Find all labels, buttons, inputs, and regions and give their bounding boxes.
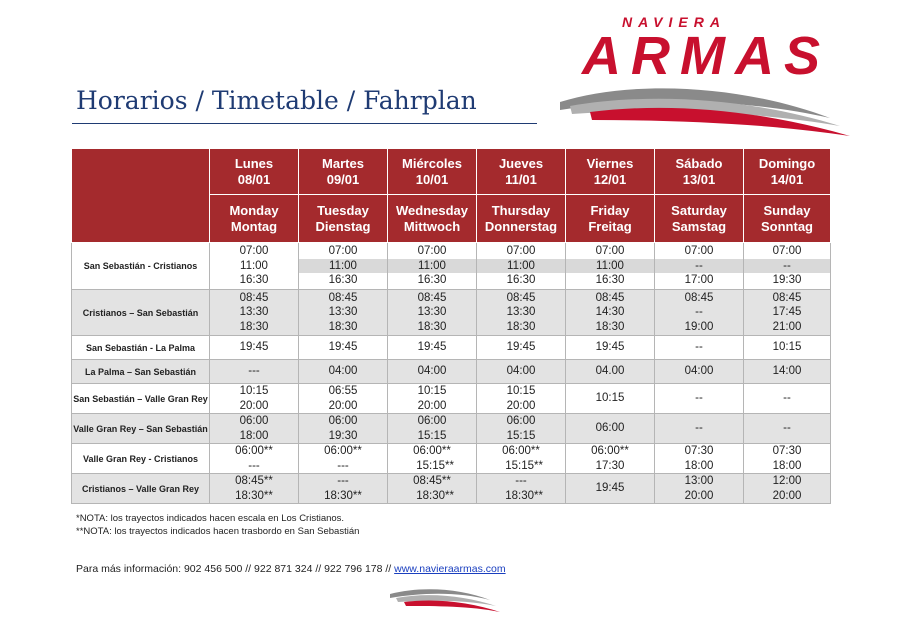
departure-time: 14:00: [772, 365, 802, 378]
departure-cell: [299, 414, 388, 444]
departure-time: 07:30: [684, 445, 714, 457]
departure-time: 20:00: [417, 399, 447, 412]
departure-cell: [477, 290, 566, 336]
route-name: Valle Gran Rey - Cristianos: [72, 444, 210, 474]
table-row: [72, 290, 831, 336]
departure-cell: [655, 444, 744, 474]
departure-time: 18:30: [328, 320, 358, 333]
departure-time: 11:00: [477, 259, 565, 274]
departure-cell: [566, 290, 655, 336]
departure-time: --: [695, 306, 703, 319]
departure-time: 06:00: [417, 415, 447, 427]
departure-time: 06:00**: [324, 445, 362, 457]
departure-time: 19:45: [239, 341, 269, 354]
notes: [76, 512, 359, 538]
day-name-en: Wednesday: [395, 202, 468, 218]
website-link[interactable]: www.navieraarmas.com: [394, 563, 506, 575]
departure-time: 17:00: [684, 274, 714, 287]
departure-cell: [477, 360, 566, 384]
departure-cell: [744, 384, 831, 414]
day-date: 09/01: [326, 171, 360, 187]
departure-cell: [655, 414, 744, 444]
departure-cell: [210, 474, 299, 504]
departure-cell: [388, 384, 477, 414]
departure-cell: [388, 290, 477, 336]
departure-cell: [388, 336, 477, 360]
departure-time: 13:30: [239, 306, 269, 319]
departure-time: --: [695, 392, 703, 405]
departure-cell: [477, 474, 566, 504]
departure-cell: [566, 414, 655, 444]
departure-time: 11:00: [566, 259, 654, 274]
departure-time: 06:00: [595, 422, 625, 435]
departure-time: 04:00: [684, 365, 714, 378]
departure-time: 18:30**: [235, 489, 273, 502]
day-name-es: Jueves: [498, 155, 544, 171]
departure-cell: [210, 414, 299, 444]
departure-time: 06:00**: [235, 445, 273, 457]
header-day-en-de: [210, 195, 299, 243]
departure-time: 15:15: [417, 429, 447, 442]
departure-time: 19:45: [595, 482, 625, 495]
departure-time: 08:45: [772, 291, 802, 304]
departure-time: 16:30: [506, 274, 536, 287]
day-name-en: Monday: [229, 202, 279, 218]
departure-time: 13:30: [328, 306, 358, 319]
departure-time: 08:45: [328, 291, 358, 304]
contact-phones: Para más información: 902 456 500 // 922 871 324 // 922 796 178 //: [76, 563, 395, 575]
day-name-es: Viernes: [586, 155, 634, 171]
day-name-en: Sunday: [763, 202, 811, 218]
table-row: [72, 444, 831, 474]
departure-time: 20:00: [239, 399, 269, 412]
header-day-es: [477, 149, 566, 195]
departure-cell: [388, 243, 477, 290]
departure-time: 18:30: [595, 320, 625, 333]
departure-time: --: [783, 392, 791, 405]
departure-time: 08:45: [595, 291, 625, 304]
departure-time: 07:30: [772, 445, 802, 457]
departure-time: 04:00: [328, 365, 358, 378]
departure-cell: [299, 384, 388, 414]
departure-time: 10:15: [595, 392, 625, 405]
departure-cell: [744, 414, 831, 444]
table-row: [72, 360, 831, 384]
departure-time: 16:30: [595, 274, 625, 287]
departure-cell: [655, 384, 744, 414]
day-date: 10/01: [415, 171, 449, 187]
day-date: 08/01: [237, 171, 271, 187]
departure-time: ---: [248, 459, 260, 472]
departure-cell: [388, 474, 477, 504]
header-day-es: [566, 149, 655, 195]
departure-cell: [477, 384, 566, 414]
departure-time: --: [783, 422, 791, 435]
header-day-en-de: [477, 195, 566, 243]
note-transfer: **NOTA: los trayectos indicados hacen trasbordo en San Sebastián: [76, 526, 360, 537]
departure-time: 18:30: [239, 320, 269, 333]
header-day-es: [210, 149, 299, 195]
departure-cell: [477, 243, 566, 290]
departure-time: 07:00: [772, 245, 802, 258]
departure-time: 18:00: [239, 429, 269, 442]
table-row: [72, 384, 831, 414]
departure-cell: [566, 444, 655, 474]
day-date: 14/01: [770, 171, 804, 187]
departure-time: 15:15**: [416, 459, 454, 472]
departure-cell: [566, 384, 655, 414]
departure-cell: [744, 444, 831, 474]
header-day-en-de: [299, 195, 388, 243]
departure-time: 19:45: [417, 341, 447, 354]
departure-cell: [210, 336, 299, 360]
departure-time: 12:00: [772, 475, 802, 487]
departure-time: 15:15: [506, 429, 536, 442]
header-day-es: [388, 149, 477, 195]
header-day-en-de: [744, 195, 831, 243]
header-day-en-de: [388, 195, 477, 243]
departure-time: 19:30: [772, 274, 802, 287]
day-name-es: Martes: [322, 155, 364, 171]
departure-time: 13:30: [506, 306, 536, 319]
day-name-de: Sonntag: [761, 218, 813, 234]
departure-time: 17:30: [595, 459, 625, 472]
departure-time: 20:00: [328, 399, 358, 412]
departure-time: 18:30: [506, 320, 536, 333]
day-date: 13/01: [682, 171, 716, 187]
logo-swoosh-icon: [560, 80, 860, 140]
departure-time: --: [695, 422, 703, 435]
departure-cell: [655, 290, 744, 336]
departure-time: 06:00: [328, 415, 358, 427]
departure-time: 04.00: [595, 365, 625, 378]
departure-time: 07:00: [595, 245, 625, 258]
departure-cell: [566, 474, 655, 504]
departure-cell: [299, 360, 388, 384]
departure-time: 10:15: [417, 385, 447, 397]
departure-cell: [655, 360, 744, 384]
departure-time: 18:00: [772, 459, 802, 472]
departure-time: 18:30**: [416, 489, 454, 502]
departure-time: 07:00: [239, 245, 269, 258]
departure-time: ---: [248, 365, 260, 378]
departure-time: 14:30: [595, 306, 625, 319]
departure-time: --: [695, 341, 703, 354]
departure-time: 06:00: [506, 415, 536, 427]
departure-time: 13:00: [684, 475, 714, 487]
departure-cell: [299, 444, 388, 474]
timetable: [71, 148, 831, 504]
departure-time: 19:30: [328, 429, 358, 442]
departure-time: 21:00: [772, 320, 802, 333]
departure-time: 20:00: [772, 489, 802, 502]
header-day-en-de: [566, 195, 655, 243]
departure-cell: [477, 414, 566, 444]
day-name-es: Lunes: [234, 155, 274, 171]
departure-cell: [388, 414, 477, 444]
departure-time: ---: [515, 475, 527, 487]
departure-cell: [744, 290, 831, 336]
header-day-es: [744, 149, 831, 195]
departure-cell: [299, 336, 388, 360]
departure-cell: [210, 360, 299, 384]
departure-time: 04:00: [417, 365, 447, 378]
departure-time: 19:45: [506, 341, 536, 354]
departure-cell: [299, 243, 388, 290]
departure-cell: [655, 243, 744, 290]
departure-time: 06:00: [239, 415, 269, 427]
day-name-de: Donnerstag: [484, 218, 558, 234]
departure-time: 15:15**: [505, 459, 543, 472]
departure-cell: [210, 243, 299, 290]
departure-time: 08:45**: [235, 475, 273, 487]
route-name: La Palma – San Sebastián: [72, 360, 210, 384]
departure-time: 08:45: [239, 291, 269, 304]
contact-info: [76, 563, 506, 575]
header-day-en-de: [655, 195, 744, 243]
departure-time: 07:00: [417, 245, 447, 258]
departure-time: 07:00: [328, 245, 358, 258]
day-name-es: Sábado: [675, 155, 723, 171]
departure-time: 19:00: [684, 320, 714, 333]
departure-cell: [477, 336, 566, 360]
day-name-de: Montag: [230, 218, 278, 234]
logo-armas-text: ARMAS: [582, 26, 830, 86]
departure-cell: [210, 384, 299, 414]
footer-swoosh-icon: [390, 586, 500, 612]
departure-time: 16:30: [328, 274, 358, 287]
departure-time: 18:30**: [324, 489, 362, 502]
departure-cell: [388, 444, 477, 474]
departure-time: ---: [337, 475, 349, 487]
departure-time: 19:45: [328, 341, 358, 354]
departure-time: 20:00: [506, 399, 536, 412]
departure-time: 06:00**: [502, 445, 540, 457]
departure-time: 13:30: [417, 306, 447, 319]
day-name-en: Saturday: [671, 202, 727, 218]
departure-cell: [744, 474, 831, 504]
departure-cell: [299, 290, 388, 336]
day-date: 11/01: [505, 171, 537, 187]
note-stopover: *NOTA: los trayectos indicados hacen escala en Los Cristianos.: [76, 513, 345, 524]
departure-time: 06:00**: [591, 445, 629, 457]
departure-time: --: [744, 259, 830, 274]
day-name-de: Dienstag: [315, 218, 371, 234]
departure-time: 08:45: [506, 291, 536, 304]
departure-cell: [210, 444, 299, 474]
route-name: San Sebastián - Cristianos: [72, 243, 210, 290]
route-name: Valle Gran Rey – San Sebastián: [72, 414, 210, 444]
logo-naviera-text: NAVIERA: [622, 14, 726, 30]
header-corner: [72, 149, 210, 243]
departure-time: 11:00: [240, 259, 268, 272]
departure-cell: [477, 444, 566, 474]
day-date: 12/01: [593, 171, 627, 187]
departure-time: 18:30**: [505, 489, 543, 502]
day-name-en: Tuesday: [317, 202, 369, 218]
departure-time: ---: [337, 459, 349, 472]
table-row: [72, 243, 831, 290]
departure-time: 11:00: [388, 259, 476, 274]
departure-time: 10:15: [239, 385, 269, 397]
departure-cell: [744, 336, 831, 360]
departure-time: --: [655, 259, 743, 274]
departure-cell: [655, 474, 744, 504]
route-name: San Sebastián - La Palma: [72, 336, 210, 360]
page-title: Horarios / Timetable / Fahrplan: [76, 86, 477, 115]
departure-time: 16:30: [417, 274, 447, 287]
day-name-es: Miércoles: [402, 155, 462, 171]
route-name: Cristianos – Valle Gran Rey: [72, 474, 210, 504]
departure-time: 10:15: [506, 385, 536, 397]
departure-time: 06:55: [328, 385, 358, 397]
table-row: [72, 474, 831, 504]
route-name: San Sebastián – Valle Gran Rey: [72, 384, 210, 414]
departure-cell: [388, 360, 477, 384]
day-name-en: Friday: [590, 202, 630, 218]
departure-time: 07:00: [506, 245, 536, 258]
departure-time: 08:45: [684, 291, 714, 304]
day-name-de: Mittwoch: [403, 218, 461, 234]
departure-cell: [210, 290, 299, 336]
departure-cell: [655, 336, 744, 360]
route-name: Cristianos – San Sebastián: [72, 290, 210, 336]
departure-time: 18:30: [417, 320, 447, 333]
departure-time: 19:45: [595, 341, 625, 354]
table-row: [72, 414, 831, 444]
header-row-spanish: [72, 149, 831, 195]
departure-cell: [299, 474, 388, 504]
departure-time: 10:15: [772, 341, 802, 354]
day-name-de: Samstag: [671, 218, 727, 234]
header-day-es: [299, 149, 388, 195]
departure-cell: [566, 336, 655, 360]
title-underline: [72, 123, 537, 124]
departure-time: 17:45: [772, 306, 802, 319]
day-name-es: Domingo: [758, 155, 816, 171]
departure-time: 06:00**: [413, 445, 451, 457]
departure-time: 08:45**: [413, 475, 451, 487]
naviera-armas-logo: [560, 10, 860, 140]
departure-time: 11:00: [299, 259, 387, 274]
departure-cell: [566, 243, 655, 290]
header-day-es: [655, 149, 744, 195]
departure-time: 16:30: [239, 274, 269, 287]
table-row: [72, 336, 831, 360]
day-name-de: Freitag: [588, 218, 632, 234]
departure-time: 08:45: [417, 291, 447, 304]
departure-time: 07:00: [684, 245, 714, 258]
departure-time: 20:00: [684, 489, 714, 502]
departure-time: 18:00: [684, 459, 714, 472]
day-name-en: Thursday: [491, 202, 551, 218]
departure-cell: [744, 360, 831, 384]
departure-cell: [566, 360, 655, 384]
departure-time: 04:00: [506, 365, 536, 378]
departure-cell: [744, 243, 831, 290]
